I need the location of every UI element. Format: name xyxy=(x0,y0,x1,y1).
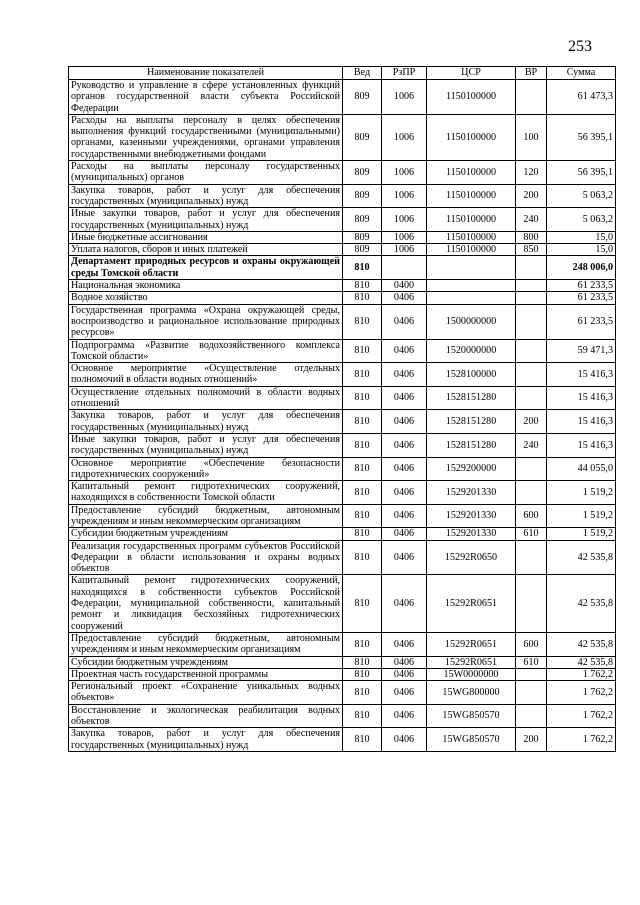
cell-vr: 800 xyxy=(516,231,547,243)
cell-name: Основное мероприятие «Обеспечение безопасности гидротехнических сооружений» xyxy=(69,457,343,481)
table-row xyxy=(69,256,616,280)
cell-csr: 15292R0650 xyxy=(427,540,516,575)
cell-rzpr: 1006 xyxy=(382,244,427,256)
cell-rzpr xyxy=(382,256,427,280)
cell-rzpr: 0406 xyxy=(382,728,427,752)
cell-vr xyxy=(516,704,547,728)
cell-vr xyxy=(516,280,547,292)
cell-vr: 200 xyxy=(516,184,547,208)
cell-csr: 1150100000 xyxy=(427,80,516,115)
cell-sum: 1 519,2 xyxy=(547,528,616,540)
cell-csr xyxy=(427,280,516,292)
cell-sum: 1 762,2 xyxy=(547,668,616,680)
cell-csr: 1520000000 xyxy=(427,339,516,363)
cell-csr: 15W0000000 xyxy=(427,668,516,680)
cell-sum: 248 006,0 xyxy=(547,256,616,280)
cell-ved: 810 xyxy=(343,386,382,410)
cell-ved: 810 xyxy=(343,457,382,481)
budget-table xyxy=(68,66,616,752)
table-row xyxy=(69,339,616,363)
cell-ved: 810 xyxy=(343,681,382,705)
cell-ved: 810 xyxy=(343,540,382,575)
cell-rzpr: 0406 xyxy=(382,481,427,505)
cell-sum: 5 063,2 xyxy=(547,184,616,208)
cell-name: Иные закупки товаров, работ и услуг для обеспечения государственных (муниципальных) нужд xyxy=(69,433,343,457)
cell-csr: 1529200000 xyxy=(427,457,516,481)
cell-sum: 56 395,1 xyxy=(547,114,616,160)
cell-csr: 1528151280 xyxy=(427,410,516,434)
cell-name: Закупка товаров, работ и услуг для обеспечения государственных (муниципальных) нужд xyxy=(69,728,343,752)
cell-name: Реализация государственных программ субъектов Российской Федерации в области использования и охраны водных объектов xyxy=(69,540,343,575)
cell-rzpr: 0406 xyxy=(382,540,427,575)
cell-rzpr: 0406 xyxy=(382,681,427,705)
cell-ved: 809 xyxy=(343,231,382,243)
cell-rzpr: 0406 xyxy=(382,528,427,540)
cell-name: Иные закупки товаров, работ и услуг для обеспечения государственных (муниципальных) нужд xyxy=(69,208,343,232)
cell-ved: 810 xyxy=(343,292,382,304)
cell-csr: 15292R0651 xyxy=(427,575,516,632)
cell-ved: 809 xyxy=(343,184,382,208)
cell-sum: 1 519,2 xyxy=(547,481,616,505)
table-header-row xyxy=(69,67,616,80)
cell-vr xyxy=(516,681,547,705)
cell-sum: 15 416,3 xyxy=(547,433,616,457)
cell-vr xyxy=(516,256,547,280)
cell-rzpr: 0406 xyxy=(382,575,427,632)
cell-csr: 1150100000 xyxy=(427,208,516,232)
cell-rzpr: 0406 xyxy=(382,656,427,668)
cell-name: Закупка товаров, работ и услуг для обеспечения государственных (муниципальных) нужд xyxy=(69,410,343,434)
table-row xyxy=(69,80,616,115)
cell-ved: 810 xyxy=(343,728,382,752)
cell-csr: 1529201330 xyxy=(427,528,516,540)
cell-ved: 810 xyxy=(343,504,382,528)
cell-name: Национальная экономика xyxy=(69,280,343,292)
table-row xyxy=(69,575,616,632)
cell-vr xyxy=(516,80,547,115)
cell-ved: 810 xyxy=(343,433,382,457)
cell-ved: 810 xyxy=(343,256,382,280)
cell-rzpr: 0406 xyxy=(382,504,427,528)
cell-vr: 200 xyxy=(516,728,547,752)
cell-sum: 61 233,5 xyxy=(547,280,616,292)
table-row xyxy=(69,728,616,752)
table-row xyxy=(69,668,616,680)
cell-ved: 810 xyxy=(343,280,382,292)
cell-sum: 15 416,3 xyxy=(547,363,616,387)
cell-sum: 61 233,5 xyxy=(547,304,616,339)
cell-name: Восстановление и экологическая реабилитация водных объектов xyxy=(69,704,343,728)
table-row xyxy=(69,244,616,256)
cell-csr: 1528151280 xyxy=(427,433,516,457)
table-row xyxy=(69,231,616,243)
cell-name: Капитальный ремонт гидротехнических сооружений, находящихся в собственности субъектов Российской Федерации, муниципальной собственности, капитальный ремонт и ликвидация бесхозяйных гидротехнических сооружений xyxy=(69,575,343,632)
cell-sum: 15 416,3 xyxy=(547,410,616,434)
cell-name: Проектная часть государственной программы xyxy=(69,668,343,680)
cell-rzpr: 1006 xyxy=(382,114,427,160)
cell-vr xyxy=(516,540,547,575)
table-row xyxy=(69,681,616,705)
cell-rzpr: 0406 xyxy=(382,339,427,363)
header-csr: ЦСР xyxy=(427,67,516,80)
cell-sum: 42 535,8 xyxy=(547,540,616,575)
cell-name: Иные бюджетные ассигнования xyxy=(69,231,343,243)
cell-name: Субсидии бюджетным учреждениям xyxy=(69,528,343,540)
cell-name: Основное мероприятие «Осуществление отдельных полномочий в области водных отношений» xyxy=(69,363,343,387)
cell-name: Уплата налогов, сборов и иных платежей xyxy=(69,244,343,256)
cell-vr: 850 xyxy=(516,244,547,256)
cell-name: Расходы на выплаты персоналу в целях обеспечения выполнения функций государственными (муниципальными) органами, казенными учреждениями, органами управления государственными внебюджетными фондами xyxy=(69,114,343,160)
cell-ved: 809 xyxy=(343,161,382,185)
cell-name: Руководство и управление в сфере установленных функций органов государственной власти субъекта Российской Федерации xyxy=(69,80,343,115)
cell-sum: 15,0 xyxy=(547,231,616,243)
cell-ved: 809 xyxy=(343,208,382,232)
cell-sum: 42 535,8 xyxy=(547,656,616,668)
cell-rzpr: 0406 xyxy=(382,632,427,656)
table-row xyxy=(69,656,616,668)
cell-vr: 240 xyxy=(516,208,547,232)
table-body xyxy=(69,80,616,752)
cell-csr xyxy=(427,256,516,280)
cell-csr: 1150100000 xyxy=(427,114,516,160)
cell-sum: 59 471,3 xyxy=(547,339,616,363)
table-row xyxy=(69,410,616,434)
table-row xyxy=(69,386,616,410)
cell-sum: 61 233,5 xyxy=(547,292,616,304)
cell-csr xyxy=(427,292,516,304)
table-row xyxy=(69,540,616,575)
cell-vr xyxy=(516,304,547,339)
cell-rzpr: 1006 xyxy=(382,184,427,208)
cell-csr: 1500000000 xyxy=(427,304,516,339)
cell-sum: 1 519,2 xyxy=(547,504,616,528)
cell-name: Департамент природных ресурсов и охраны окружающей среды Томской области xyxy=(69,256,343,280)
cell-sum: 1 762,2 xyxy=(547,728,616,752)
cell-name: Водное хозяйство xyxy=(69,292,343,304)
cell-csr: 1150100000 xyxy=(427,231,516,243)
page-number: 253 xyxy=(568,38,592,55)
cell-sum: 56 395,1 xyxy=(547,161,616,185)
cell-vr: 120 xyxy=(516,161,547,185)
cell-rzpr: 0406 xyxy=(382,363,427,387)
cell-ved: 810 xyxy=(343,304,382,339)
cell-sum: 44 055,0 xyxy=(547,457,616,481)
cell-vr xyxy=(516,339,547,363)
cell-vr: 100 xyxy=(516,114,547,160)
header-sum: Сумма xyxy=(547,67,616,80)
cell-ved: 810 xyxy=(343,656,382,668)
cell-vr xyxy=(516,481,547,505)
cell-vr xyxy=(516,457,547,481)
cell-csr: 1528100000 xyxy=(427,363,516,387)
table-row xyxy=(69,433,616,457)
cell-csr: 1150100000 xyxy=(427,244,516,256)
cell-rzpr: 1006 xyxy=(382,231,427,243)
cell-sum: 61 473,3 xyxy=(547,80,616,115)
cell-sum: 42 535,8 xyxy=(547,632,616,656)
cell-sum: 5 063,2 xyxy=(547,208,616,232)
cell-ved: 810 xyxy=(343,410,382,434)
header-ved: Вед xyxy=(343,67,382,80)
cell-rzpr: 1006 xyxy=(382,161,427,185)
cell-sum: 1 762,2 xyxy=(547,704,616,728)
cell-rzpr: 0406 xyxy=(382,304,427,339)
cell-sum: 15,0 xyxy=(547,244,616,256)
cell-ved: 810 xyxy=(343,339,382,363)
cell-csr: 15WG850570 xyxy=(427,704,516,728)
table-row xyxy=(69,481,616,505)
cell-name: Расходы на выплаты персоналу государственных (муниципальных) органов xyxy=(69,161,343,185)
cell-rzpr: 1006 xyxy=(382,80,427,115)
cell-ved: 809 xyxy=(343,114,382,160)
cell-sum: 1 762,2 xyxy=(547,681,616,705)
cell-rzpr: 0406 xyxy=(382,457,427,481)
table-row xyxy=(69,528,616,540)
table-row xyxy=(69,161,616,185)
cell-vr xyxy=(516,363,547,387)
cell-vr: 600 xyxy=(516,504,547,528)
cell-ved: 810 xyxy=(343,668,382,680)
cell-ved: 810 xyxy=(343,632,382,656)
table-row xyxy=(69,363,616,387)
cell-csr: 15WG850570 xyxy=(427,728,516,752)
table-row xyxy=(69,632,616,656)
cell-ved: 810 xyxy=(343,481,382,505)
cell-ved: 809 xyxy=(343,80,382,115)
cell-csr: 1150100000 xyxy=(427,184,516,208)
cell-csr: 15292R0651 xyxy=(427,632,516,656)
cell-sum: 42 535,8 xyxy=(547,575,616,632)
table-row xyxy=(69,304,616,339)
header-name: Наименование показателей xyxy=(69,67,343,80)
table-row xyxy=(69,208,616,232)
cell-rzpr: 0406 xyxy=(382,433,427,457)
cell-name: Предоставление субсидий бюджетным, автономным учреждениям и иным некоммерческим организациям xyxy=(69,504,343,528)
cell-ved: 810 xyxy=(343,575,382,632)
cell-vr: 610 xyxy=(516,528,547,540)
cell-ved: 810 xyxy=(343,704,382,728)
table-row xyxy=(69,704,616,728)
cell-rzpr: 0406 xyxy=(382,386,427,410)
header-rzpr: РзПР xyxy=(382,67,427,80)
cell-rzpr: 1006 xyxy=(382,208,427,232)
table-row xyxy=(69,280,616,292)
table-row xyxy=(69,457,616,481)
cell-ved: 810 xyxy=(343,528,382,540)
cell-name: Субсидии бюджетным учреждениям xyxy=(69,656,343,668)
cell-vr: 200 xyxy=(516,410,547,434)
cell-vr xyxy=(516,575,547,632)
cell-vr xyxy=(516,292,547,304)
cell-vr xyxy=(516,668,547,680)
cell-vr: 610 xyxy=(516,656,547,668)
cell-name: Закупка товаров, работ и услуг для обеспечения государственных (муниципальных) нужд xyxy=(69,184,343,208)
cell-name: Подпрограмма «Развитие водохозяйственного комплекса Томской области» xyxy=(69,339,343,363)
cell-name: Капитальный ремонт гидротехнических сооружений, находящихся в собственности Томской области xyxy=(69,481,343,505)
cell-csr: 1529201330 xyxy=(427,504,516,528)
cell-vr: 240 xyxy=(516,433,547,457)
cell-csr: 15292R0651 xyxy=(427,656,516,668)
header-vr: ВР xyxy=(516,67,547,80)
cell-name: Предоставление субсидий бюджетным, автономным учреждениям и иным некоммерческим организациям xyxy=(69,632,343,656)
table-row xyxy=(69,114,616,160)
cell-rzpr: 0406 xyxy=(382,292,427,304)
cell-rzpr: 0406 xyxy=(382,410,427,434)
cell-rzpr: 0406 xyxy=(382,704,427,728)
cell-rzpr: 0400 xyxy=(382,280,427,292)
cell-ved: 810 xyxy=(343,363,382,387)
cell-name: Региональный проект «Сохранение уникальных водных объектов» xyxy=(69,681,343,705)
cell-ved: 809 xyxy=(343,244,382,256)
cell-csr: 1150100000 xyxy=(427,161,516,185)
cell-csr: 15WG800000 xyxy=(427,681,516,705)
table-row xyxy=(69,184,616,208)
cell-csr: 1529201330 xyxy=(427,481,516,505)
table-row xyxy=(69,504,616,528)
cell-vr: 600 xyxy=(516,632,547,656)
cell-csr: 1528151280 xyxy=(427,386,516,410)
cell-sum: 15 416,3 xyxy=(547,386,616,410)
cell-vr xyxy=(516,386,547,410)
cell-name: Осуществление отдельных полномочий в области водных отношений xyxy=(69,386,343,410)
table-row xyxy=(69,292,616,304)
cell-rzpr: 0406 xyxy=(382,668,427,680)
cell-name: Государственная программа «Охрана окружающей среды, воспроизводство и рациональное использование природных ресурсов» xyxy=(69,304,343,339)
